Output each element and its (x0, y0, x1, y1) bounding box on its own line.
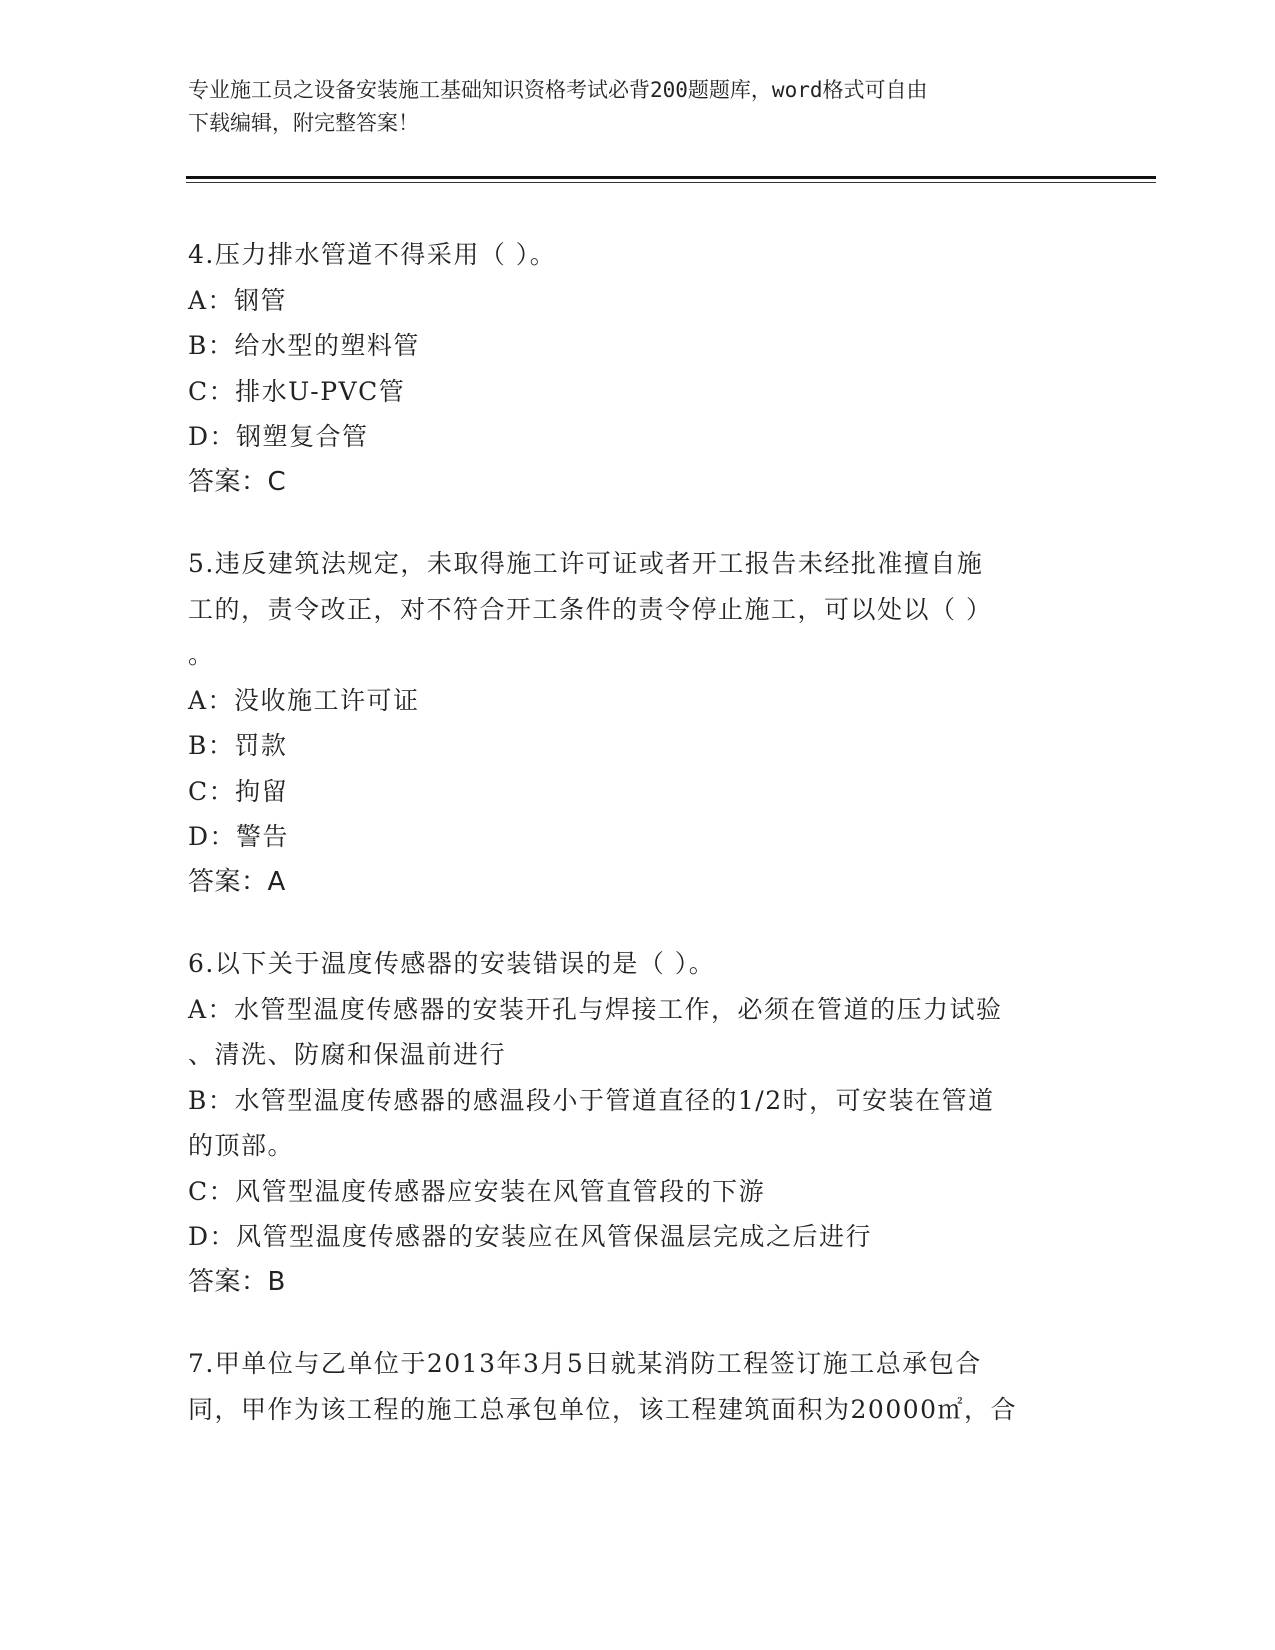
question-stem: 4.压力排水管道不得采用（ ）。 (188, 240, 557, 269)
question-stem: 7.甲单位与乙单位于2013年3月5日就某消防工程签订施工总承包合 (188, 1349, 982, 1378)
option-a: A：钢管 (188, 285, 288, 315)
document-header (188, 74, 1088, 140)
answer-line: 答案：B (188, 1266, 286, 1297)
question-stem: 5.违反建筑法规定，未取得施工许可证或者开工报告未经批准擅自施 (188, 549, 984, 578)
question-4 (188, 232, 1088, 505)
option-b: B：水管型温度传感器的感温段小于管道直径的1/2时，可安装在管道 (188, 1085, 995, 1115)
question-stem-cont: 。 (188, 640, 215, 669)
header-rule (186, 176, 1156, 179)
option-c: C：排水U-PVC管 (188, 376, 406, 406)
header-line-1: 专业施工员之设备安装施工基础知识资格考试必背200题题库，word格式可自由 (188, 78, 928, 102)
header-rule-thin (186, 182, 1156, 183)
question-5 (188, 541, 1088, 905)
option-a-cont: 、清洗、防腐和保温前进行 (188, 1040, 507, 1069)
option-d: D：警告 (188, 822, 290, 851)
option-c: C：拘留 (188, 776, 289, 806)
header-line-2: 下载编辑，附完整答案！ (188, 111, 419, 135)
option-d: D：风管型温度传感器的安装应在风管保温层完成之后进行 (188, 1222, 873, 1251)
question-6 (188, 941, 1088, 1305)
option-b: B：罚款 (188, 731, 288, 760)
answer-line: 答案：A (188, 866, 286, 897)
question-list (188, 232, 1088, 1468)
question-stem-cont: 工的，责令改正，对不符合开工条件的责令停止施工，可以处以（ ） (188, 594, 993, 624)
question-stem: 6.以下关于温度传感器的安装错误的是（ ）。 (188, 949, 716, 978)
answer-line: 答案：C (188, 466, 287, 497)
question-7 (188, 1341, 1088, 1432)
option-a: A：水管型温度传感器的安装开孔与焊接工作，必须在管道的压力试验 (188, 994, 1003, 1024)
option-d: D：钢塑复合管 (188, 422, 369, 451)
option-b-cont: 的顶部。 (188, 1131, 295, 1160)
question-stem-cont: 同，甲作为该工程的施工总承包单位，该工程建筑面积为20000㎡，合 (188, 1394, 1018, 1424)
option-b: B：给水型的塑料管 (188, 331, 420, 360)
option-a: A：没收施工许可证 (188, 685, 420, 715)
option-c: C：风管型温度传感器应安装在风管直管段的下游 (188, 1176, 766, 1206)
